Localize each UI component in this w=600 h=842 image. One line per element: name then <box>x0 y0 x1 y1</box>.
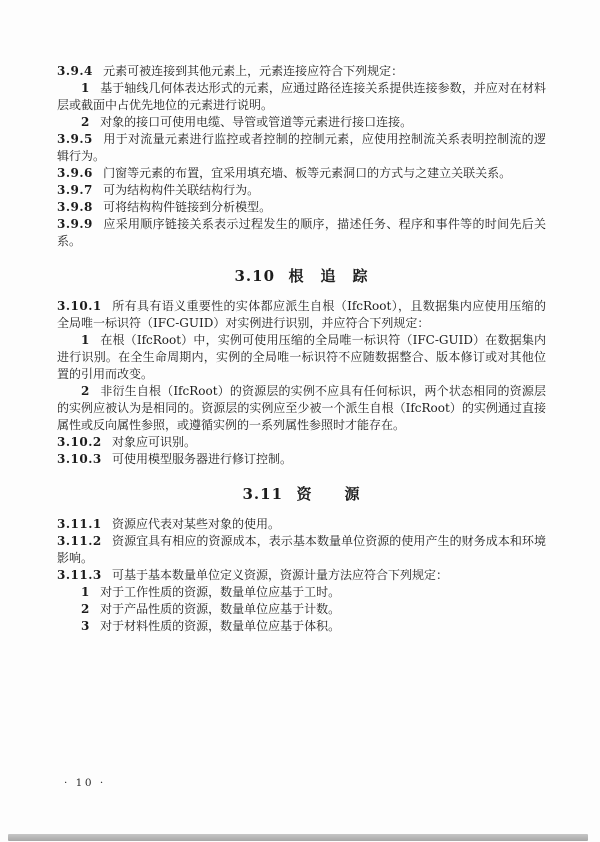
heading-title: 资 源 <box>296 485 361 503</box>
item-text: 在根（IfcRoot）中，实例可使用压缩的全局唯一标识符（IFC-GUID）在数据集内进行识别。在全生命周期内，实例的全局唯一标识符不应随数据整合、版本修订或对其他位置的引用而改变。 <box>57 333 546 381</box>
section-heading <box>57 265 546 287</box>
clause-text: 资源宜具有相应的资源成本，表示基本数量单位资源的使用产生的财务成本和环境影响。 <box>57 534 546 565</box>
item-text: 基于轴线几何体表达形式的元素，应通过路径连接关系提供连接参数，并应对在材料层或截面中占优先地位的元素进行说明。 <box>57 81 546 112</box>
clause-number: 3.9.9 <box>57 217 93 231</box>
item-number: 3 <box>81 619 90 633</box>
clause-number: 3.10.3 <box>57 452 102 466</box>
list-item <box>57 80 546 114</box>
clause-number: 3.9.4 <box>57 64 93 78</box>
clause-paragraph <box>57 298 546 332</box>
list-item <box>57 618 546 635</box>
item-number: 2 <box>81 602 90 616</box>
item-number: 1 <box>81 333 90 347</box>
clause-text: 所有具有语义重要性的实体都应派生自根（IfcRoot），且数据集内应使用压缩的全局唯一标识符（IFC-GUID）对实例进行识别，并应符合下列规定： <box>57 299 546 330</box>
section-heading <box>57 483 546 505</box>
clause-text: 对象应可识别。 <box>111 435 196 449</box>
clause-paragraph <box>57 63 546 80</box>
clause-paragraph <box>57 216 546 250</box>
clause-number: 3.11.3 <box>57 568 102 582</box>
clause-text: 可使用模型服务器进行修订控制。 <box>111 452 292 466</box>
clause-number: 3.9.7 <box>57 183 93 197</box>
clause-number: 3.9.5 <box>57 132 93 146</box>
page-number-text: · 10 · <box>64 777 106 789</box>
clause-number: 3.11.2 <box>57 534 102 548</box>
item-number: 1 <box>81 585 90 599</box>
clause-text: 可为结构构件关联结构行为。 <box>103 183 260 197</box>
list-item <box>57 114 546 131</box>
document-content <box>57 63 546 635</box>
item-number: 1 <box>81 81 90 95</box>
item-text: 对于产品性质的资源，数量单位应基于计数。 <box>100 602 341 616</box>
clause-text: 可将结构构件链接到分析模型。 <box>103 200 272 214</box>
item-number: 2 <box>81 384 90 398</box>
clause-paragraph <box>57 451 546 468</box>
item-text: 对于工作性质的资源，数量单位应基于工时。 <box>100 585 341 599</box>
clause-paragraph <box>57 182 546 199</box>
list-item <box>57 601 546 618</box>
clause-paragraph <box>57 199 546 216</box>
clause-paragraph <box>57 533 546 567</box>
clause-text: 门窗等元素的布置，宜采用填充墙、板等元素洞口的方式与之建立关联关系。 <box>103 166 512 180</box>
list-item <box>57 383 546 434</box>
page-number <box>64 777 106 789</box>
heading-title: 根 追 踪 <box>288 267 369 285</box>
heading-number: 3.11 <box>242 485 284 503</box>
clause-paragraph <box>57 165 546 182</box>
clause-text: 用于对流量元素进行监控或者控制的控制元素，应使用控制流关系表明控制流的逻辑行为。 <box>57 132 546 163</box>
clause-number: 3.9.8 <box>57 200 93 214</box>
clause-text: 元素可被连接到其他元素上，元素连接应符合下列规定： <box>103 64 404 78</box>
item-text: 非衍生自根（IfcRoot）的资源层的实例不应具有任何标识，两个状态相同的资源层的实例应被认为是相同的。资源层的实例应至少被一个派生自根（IfcRoot）的实例通过直接属性或反向属性参照，或遵循实例的一系列属性参照时才能存在。 <box>57 384 546 432</box>
list-item <box>57 332 546 383</box>
clause-text: 应采用顺序链接关系表示过程发生的顺序，描述任务、程序和事件等的时间先后关系。 <box>57 217 546 248</box>
item-text: 对象的接口可使用电缆、导管或管道等元素进行接口连接。 <box>100 115 413 129</box>
clause-number: 3.10.1 <box>57 299 102 313</box>
item-text: 对于材料性质的资源，数量单位应基于体积。 <box>100 619 341 633</box>
clause-paragraph <box>57 131 546 165</box>
clause-number: 3.10.2 <box>57 435 102 449</box>
clause-text: 资源应代表对某些对象的使用。 <box>111 517 280 531</box>
clause-paragraph <box>57 434 546 451</box>
clause-paragraph <box>57 567 546 584</box>
item-number: 2 <box>81 115 90 129</box>
heading-number: 3.10 <box>234 267 276 285</box>
clause-paragraph <box>57 516 546 533</box>
clause-number: 3.11.1 <box>57 517 102 531</box>
clause-text: 可基于基本数量单位定义资源，资源计量方法应符合下列规定： <box>111 568 448 582</box>
scan-shadow-artifact <box>8 834 588 841</box>
clause-number: 3.9.6 <box>57 166 93 180</box>
list-item <box>57 584 546 601</box>
